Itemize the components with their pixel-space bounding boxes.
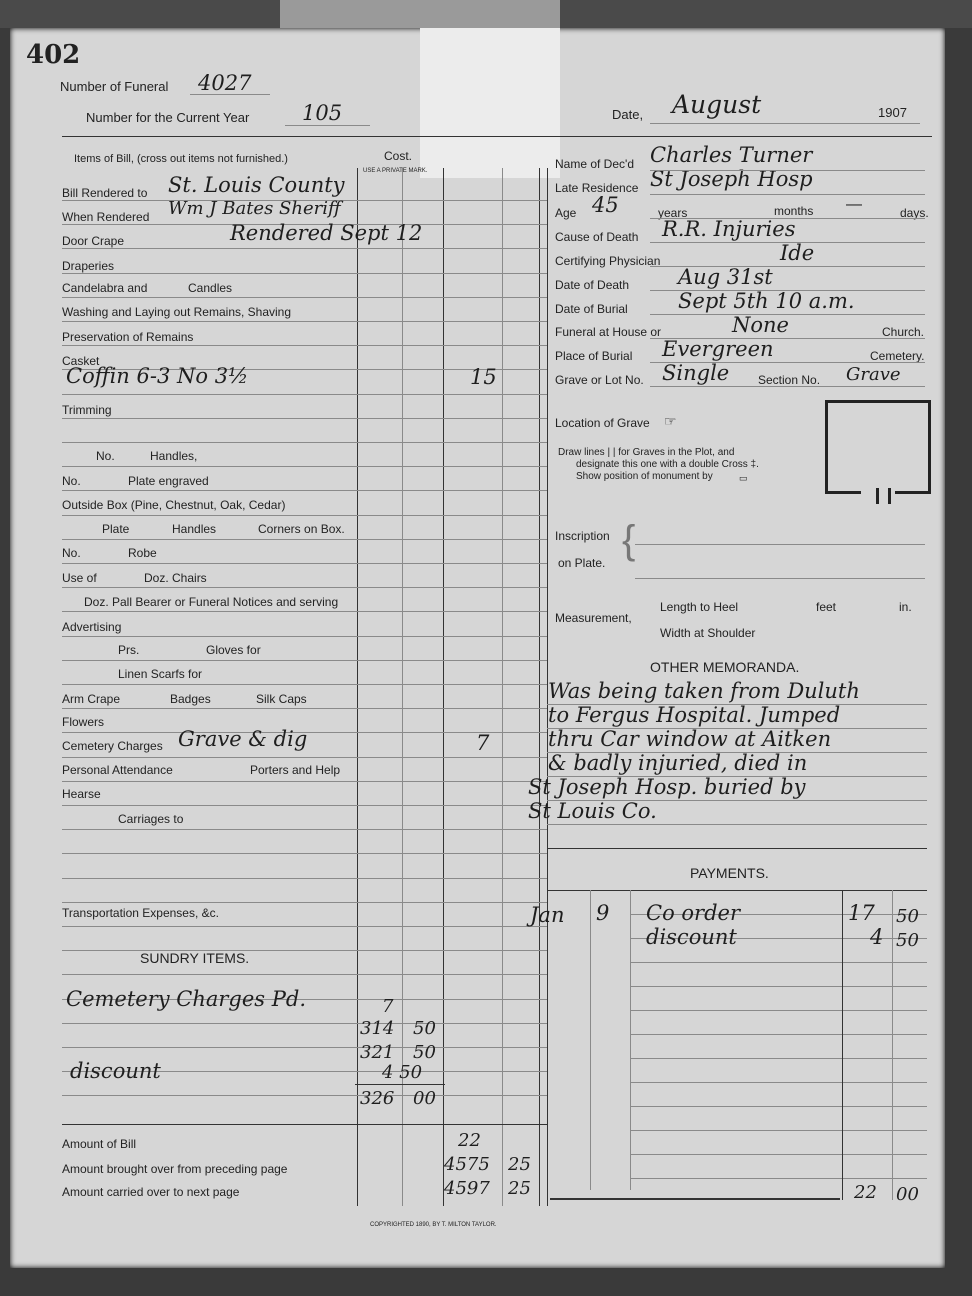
gloves-label: Gloves for xyxy=(206,643,261,657)
ruled-line xyxy=(630,1058,927,1059)
section-value: Grave xyxy=(846,364,901,385)
when-rendered-value: Wm J Bates Sheriff xyxy=(168,198,341,219)
cemetery-label: Cemetery. xyxy=(870,349,925,363)
ruled-line xyxy=(62,684,547,685)
ruled-line xyxy=(62,660,547,661)
ruled-line xyxy=(630,1106,927,1107)
door-crape-value: Rendered Sept 12 xyxy=(230,221,423,245)
trimming-label: Trimming xyxy=(62,403,112,417)
ruled-line xyxy=(650,242,925,243)
ruled-line xyxy=(630,986,927,987)
hearse-label: Hearse xyxy=(62,787,101,801)
ruled-line xyxy=(62,636,547,637)
ruled-line xyxy=(650,170,925,171)
ruled-line xyxy=(650,266,925,267)
sundry-amount-2-cents: 50 xyxy=(413,1018,436,1039)
personal-attendance-label: Personal Attendance xyxy=(62,763,173,777)
ruled-line xyxy=(635,544,925,545)
col-rule-d xyxy=(502,168,503,1206)
current-year-label: Number for the Current Year xyxy=(86,110,250,125)
ruled-line xyxy=(630,1178,927,1179)
amount-bill-value: 22 xyxy=(458,1130,481,1151)
box-handles-label: Handles xyxy=(172,522,217,536)
badges-label: Badges xyxy=(170,692,211,706)
candles-label: Candles xyxy=(188,281,233,295)
pay-col-2 xyxy=(630,890,631,1190)
pall-bearer-label: Doz. Pall Bearer or Funeral Notices and serving xyxy=(84,595,339,609)
ruled-line xyxy=(547,824,927,825)
funeral-house-value: None xyxy=(732,313,789,337)
ruled-line xyxy=(62,757,547,758)
ruled-line xyxy=(630,962,927,963)
carried-over-label: Amount carried over to next page xyxy=(62,1185,240,1199)
funeral-number-label: Number of Funeral xyxy=(60,79,169,94)
inches-label: in. xyxy=(899,600,912,614)
name-value: Charles Turner xyxy=(650,143,813,167)
col-rule-a xyxy=(357,168,358,1206)
items-header: Items of Bill, (cross out items not furnished.) xyxy=(74,153,288,165)
ruled-line xyxy=(630,1010,927,1011)
physician-label: Certifying Physician xyxy=(555,254,661,268)
cost-label: Cost. xyxy=(384,149,413,163)
grave-lot-label: Grave or Lot No. xyxy=(555,373,644,387)
sundry-amount-3-dollars: 321 xyxy=(360,1042,395,1063)
arm-crape-label: Arm Crape xyxy=(62,692,121,706)
residence-label: Late Residence xyxy=(555,181,639,195)
page-number: 402 xyxy=(26,40,81,70)
outside-box-label: Outside Box (Pine, Chestnut, Oak, Cedar) xyxy=(62,498,286,512)
sundry-amount-4: 4 50 xyxy=(382,1062,423,1083)
pay-month: Jan xyxy=(530,903,565,927)
show-position-text: Show position of monument by xyxy=(576,471,713,482)
pointing-hand-icon: ☞ xyxy=(664,413,677,429)
ruled-line xyxy=(62,515,547,516)
ruled-line xyxy=(62,950,547,951)
when-rendered-label: When Rendered xyxy=(62,210,150,224)
ruled-line xyxy=(630,1082,927,1083)
sundry-amount-1: 7 xyxy=(382,996,394,1017)
ruled-line xyxy=(62,1047,547,1048)
pay-amount-1-cents: 50 xyxy=(896,906,919,927)
paper-tab xyxy=(420,28,560,178)
summary-rule xyxy=(62,1124,547,1125)
ruled-line xyxy=(62,248,547,249)
payments-top-rule xyxy=(547,848,927,849)
ruled-line xyxy=(650,314,925,315)
pay-amount-1-dollars: 17 xyxy=(848,901,875,925)
header-rule xyxy=(62,136,932,137)
handles-no: No. xyxy=(96,449,115,463)
candelabra-label: Candelabra and xyxy=(62,281,148,295)
ruled-line xyxy=(650,386,925,387)
bill-rendered-label: Bill Rendered to xyxy=(62,186,148,200)
pay-total-dollars: 22 xyxy=(854,1182,877,1203)
preservation-label: Preservation of Remains xyxy=(62,330,194,344)
carried-over-dollars: 4597 xyxy=(444,1178,490,1199)
measurement-label: Measurement, xyxy=(555,611,632,625)
length-heel-label: Length to Heel xyxy=(660,600,739,614)
top-background xyxy=(0,0,972,28)
sundry-discount: discount xyxy=(70,1059,161,1083)
robe-no: No. xyxy=(62,546,81,560)
ruled-line xyxy=(62,321,547,322)
date-value: August xyxy=(672,90,762,119)
memoranda-title: OTHER MEMORANDA. xyxy=(650,659,800,675)
inscription-label: Inscription xyxy=(555,529,610,543)
ruled-line xyxy=(62,878,547,879)
current-year-value: 105 xyxy=(302,101,343,125)
col-rule-e xyxy=(539,168,540,1206)
brought-over-label: Amount brought over from preceding page xyxy=(62,1162,288,1176)
cemetery-charges-value: Grave & dig xyxy=(178,727,308,751)
funeral-number-line xyxy=(190,94,270,95)
grave-lot-value: Single xyxy=(662,361,730,385)
robe-label: Robe xyxy=(128,546,157,560)
months-value: — xyxy=(846,196,862,213)
memo-line-1: Was being taken from Duluth xyxy=(548,679,860,703)
ruled-line xyxy=(62,926,547,927)
bill-rendered-value: St. Louis County xyxy=(168,173,345,197)
date-year: 1907 xyxy=(878,105,907,120)
private-mark: USE A PRIVATE MARK. xyxy=(363,168,428,174)
monument-box-icon: ▭ xyxy=(739,473,748,483)
burial-date-value: Sept 5th 10 a.m. xyxy=(678,289,855,313)
draw-lines-text: Draw lines | | for Graves in the Plot, and xyxy=(558,447,735,458)
on-plate-label: on Plate. xyxy=(558,556,606,570)
ruled-line xyxy=(650,290,925,291)
ruled-line xyxy=(635,578,925,579)
memo-line-4: & badly injuried, died in xyxy=(548,751,808,775)
use-of-label: Use of xyxy=(62,571,97,585)
carriages-label: Carriages to xyxy=(118,812,184,826)
date-label: Date, xyxy=(612,107,644,122)
place-burial-label: Place of Burial xyxy=(555,349,633,363)
ruled-line xyxy=(62,466,547,467)
memo-line-3: thru Car window at Aitken xyxy=(548,727,832,751)
ruled-line xyxy=(62,442,547,443)
sundry-amount-2-dollars: 314 xyxy=(360,1018,395,1039)
ruled-line xyxy=(62,273,547,274)
pay-desc-2: discount xyxy=(646,925,737,949)
ruled-line xyxy=(62,418,547,419)
handles-label: Handles, xyxy=(150,449,198,463)
pay-amount-2-cents: 50 xyxy=(896,930,919,951)
brought-over-cents: 25 xyxy=(508,1154,531,1175)
place-burial-value: Evergreen xyxy=(662,337,774,361)
ruled-line xyxy=(62,394,547,395)
porters-label: Porters and Help xyxy=(250,763,341,777)
ruled-line xyxy=(62,345,547,346)
pay-day: 9 xyxy=(596,901,610,925)
washing-label: Washing and Laying out Remains, Shaving xyxy=(62,305,292,319)
death-date-value: Aug 31st xyxy=(678,265,773,289)
age-label: Age xyxy=(555,206,577,220)
plate-no: No. xyxy=(62,474,81,488)
copyright: COPYRIGHTED 1890, BY T. MILTON TAYLOR. xyxy=(370,1222,497,1228)
death-date-label: Date of Death xyxy=(555,278,630,292)
draperies-label: Draperies xyxy=(62,259,115,273)
funeral-number-value: 4027 xyxy=(198,71,252,95)
ruled-line xyxy=(62,805,547,806)
prs-label: Prs. xyxy=(118,643,140,657)
ruled-line xyxy=(630,1154,927,1155)
ruled-line xyxy=(630,1130,927,1131)
current-year-line xyxy=(285,125,370,126)
physician-value: Ide xyxy=(780,241,815,265)
sundry-title: SUNDRY ITEMS. xyxy=(140,950,250,966)
col-rule-c xyxy=(443,168,444,1206)
memo-line-5: St Joseph Hosp. buried by xyxy=(528,775,806,799)
plate-label: Plate xyxy=(102,522,130,536)
ruled-line xyxy=(62,829,547,830)
sundry-total-rule xyxy=(355,1084,445,1085)
pay-amount-2-dollars: 4 xyxy=(870,925,884,949)
designate-text: designate this one with a double Cross ‡. xyxy=(576,459,759,470)
sundry-amount-3-cents: 50 xyxy=(413,1042,436,1063)
pay-desc-1: Co order xyxy=(646,901,740,925)
sundry-amount-5-dollars: 326 xyxy=(360,1088,395,1109)
ruled-line xyxy=(62,974,547,975)
advertising-label: Advertising xyxy=(62,620,122,634)
grave-plot-box xyxy=(825,400,931,491)
sundry-amount-5-cents: 00 xyxy=(413,1088,436,1109)
amount-bill-label: Amount of Bill xyxy=(62,1137,137,1151)
ruled-line xyxy=(62,853,547,854)
cemetery-charges-label: Cemetery Charges xyxy=(62,739,163,753)
memo-line-2: to Fergus Hospital. Jumped xyxy=(548,703,841,727)
ruled-line xyxy=(62,1023,547,1024)
ruled-line xyxy=(62,1095,547,1096)
days-label: days. xyxy=(900,206,929,220)
years-label: years xyxy=(658,206,688,220)
carried-over-cents: 25 xyxy=(508,1178,531,1199)
flowers-label: Flowers xyxy=(62,715,105,729)
church-label: Church. xyxy=(882,325,925,339)
pay-col-4 xyxy=(892,890,893,1200)
ruled-line xyxy=(62,781,547,782)
months-label: months xyxy=(774,204,814,218)
pay-col-1 xyxy=(590,890,591,1190)
carry-line xyxy=(550,1198,840,1200)
memo-line-6: St Louis Co. xyxy=(528,799,657,823)
linen-label: Linen Scarfs for xyxy=(118,667,203,681)
ruled-line xyxy=(62,611,547,612)
ledger-page xyxy=(10,28,945,1268)
cause-value: R.R. Injuries xyxy=(662,217,796,241)
feet-label: feet xyxy=(816,600,837,614)
sundry-line-1: Cemetery Charges Pd. xyxy=(66,987,307,1011)
cause-label: Cause of Death xyxy=(555,230,639,244)
transportation-label: Transportation Expenses, &c. xyxy=(62,906,219,920)
ruled-line xyxy=(650,218,925,219)
grave-plot-notch-right xyxy=(888,488,891,504)
date-line xyxy=(650,123,920,124)
location-label: Location of Grave xyxy=(555,416,650,430)
ruled-line xyxy=(62,297,547,298)
silk-caps-label: Silk Caps xyxy=(256,692,307,706)
door-crape-label: Door Crape xyxy=(62,234,125,248)
ruled-line xyxy=(62,563,547,564)
name-label: Name of Dec'd xyxy=(555,157,634,171)
funeral-house-label: Funeral at House or xyxy=(555,325,662,339)
cemetery-charges-amount: 7 xyxy=(476,731,490,755)
payments-title: PAYMENTS. xyxy=(690,865,769,881)
age-value: 45 xyxy=(592,193,619,217)
ruled-line xyxy=(62,539,547,540)
casket-amount: 15 xyxy=(470,365,497,389)
ruled-line xyxy=(62,708,547,709)
grave-plot-notch-left xyxy=(876,488,879,504)
burial-date-label: Date of Burial xyxy=(555,302,628,316)
ruled-line xyxy=(650,338,925,339)
casket-value: Coffin 6-3 No 3½ xyxy=(66,364,249,388)
payments-header-rule xyxy=(547,890,927,891)
corners-label: Corners on Box. xyxy=(258,522,345,536)
ruled-line xyxy=(62,490,547,491)
inscription-brace: { xyxy=(622,518,636,562)
pay-col-3 xyxy=(842,890,843,1200)
width-shoulder-label: Width at Shoulder xyxy=(660,626,756,640)
ruled-line xyxy=(650,194,925,195)
ruled-line xyxy=(630,1034,927,1035)
doz-chairs-label: Doz. Chairs xyxy=(144,571,207,585)
ruled-line xyxy=(650,362,925,363)
ruled-line xyxy=(62,902,547,903)
col-rule-b xyxy=(402,168,403,1206)
residence-value: St Joseph Hosp xyxy=(650,167,813,191)
casket-label: Casket xyxy=(62,354,100,368)
plate-engraved-label: Plate engraved xyxy=(128,474,209,488)
pay-total-cents: 00 xyxy=(896,1184,919,1205)
ruled-line xyxy=(62,587,547,588)
section-label: Section No. xyxy=(758,373,821,387)
brought-over-dollars: 4575 xyxy=(444,1154,490,1175)
